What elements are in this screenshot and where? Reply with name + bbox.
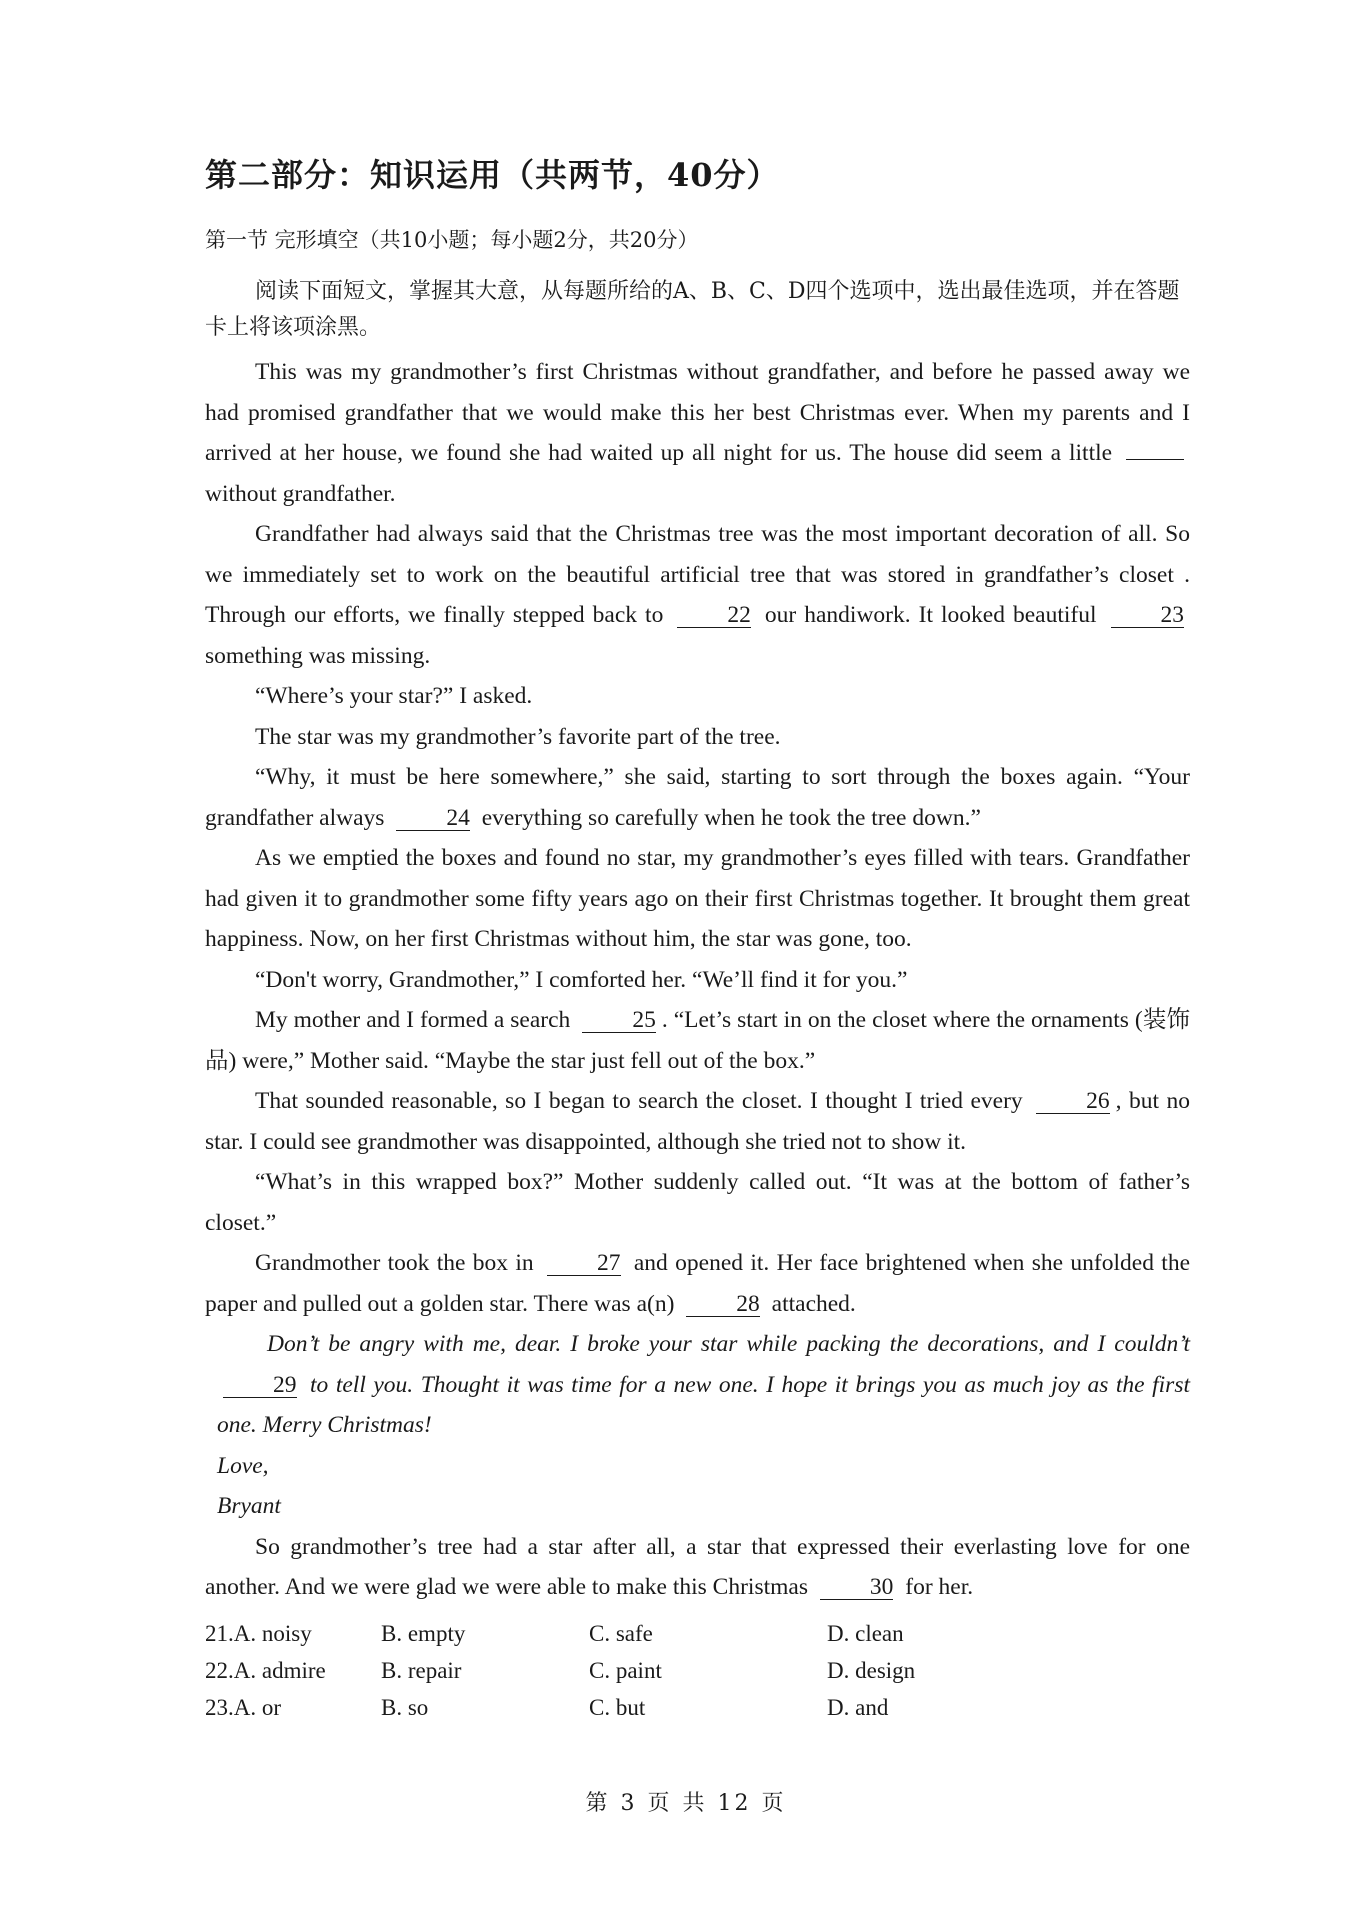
option-text: A. admire: [233, 1658, 326, 1683]
blank-24: 24: [396, 806, 470, 831]
option-d: D. design: [827, 1658, 916, 1683]
paragraph-text: , but no star. I could see grandmother was disappointed, although she tried not to show it.: [205, 1088, 1191, 1155]
paragraph-text: So grandmother’s tree had a star after all, a star that expressed their everlasting love for one another. And we were glad we were able to make this Christmas: [205, 1533, 1190, 1600]
blank-22: 22: [677, 603, 751, 628]
option-b: B. so: [381, 1695, 429, 1720]
passage-paragraph-7: “Don't worry, Grandmother,” I comforted her. “We’ll find it for you.”: [255, 966, 908, 993]
blank-30: 30: [820, 1575, 894, 1600]
option-a: [205, 1695, 381, 1721]
blank-23: 23: [1111, 603, 1185, 628]
question-number: 21.: [205, 1621, 234, 1646]
option-d: D. clean: [827, 1621, 904, 1646]
paragraph-text: “Why, it must be here somewhere,” she said, starting to sort through the boxes again. “Your grandfather always: [205, 764, 1190, 831]
blank-27: 27: [547, 1251, 621, 1276]
paragraph-text: without grandfather.: [205, 480, 396, 507]
subsection-title: 第一节 完形填空（共10小题；每小题2分，共20分）: [205, 228, 699, 252]
passage-paragraph-6: As we emptied the boxes and found no star, my grandmother’s eyes filled with tears. Grandfather had given it to grandmother some fifty years ago on their first Christmas together. It brought them great happiness. Now, on her first Christmas without him, the star was gone, too.: [205, 845, 1190, 952]
letter-text: Don’t be angry with me, dear. I broke your star while packing the decorations, and I couldn’t: [267, 1331, 1190, 1357]
option-c: C. but: [589, 1695, 646, 1720]
paragraph-text: This was my grandmother’s first Christmas without grandfather, and before he passed away we had promised grandfather that we would make this her best Christmas ever. When my parents and I arrived at her house, we found she had waited up all night for us. The house did seem a little: [205, 359, 1190, 466]
page-number-footer: 第 3 页 共 12 页: [585, 1791, 787, 1816]
option-c: C. safe: [589, 1621, 653, 1646]
answer-options: [205, 1616, 1190, 1727]
paragraph-text: our handiwork. It looked beautiful: [764, 602, 1097, 628]
passage-paragraph-1: [205, 352, 1190, 514]
paragraph-text: for her.: [905, 1574, 974, 1600]
passage-paragraph-10: “What’s in this wrapped box?” Mother suddenly called out. “It was at the bottom of father’s closet.”: [205, 1169, 1190, 1236]
blank-26: 26: [1036, 1089, 1110, 1114]
option-b: B. empty: [381, 1621, 466, 1646]
question-number: 23.: [205, 1695, 234, 1720]
blank-29: 29: [223, 1373, 297, 1398]
passage-paragraph-3: “Where’s your star?” I asked.: [255, 683, 533, 709]
passage-paragraph-4: The star was my grandmother’s favorite part of the tree.: [255, 723, 781, 750]
question-options-21: [205, 1616, 1190, 1653]
letter-signature: Bryant: [217, 1493, 281, 1519]
passage-paragraph-8: [205, 1000, 1190, 1081]
paragraph-text: . “Let’s start in on the closet where the ornaments (装饰品) were,” Mother said. “Maybe the star just fell out of the box.”: [205, 1007, 1191, 1074]
letter-closing: Love,: [217, 1452, 269, 1479]
blank-28: 28: [686, 1292, 760, 1317]
option-text: A. noisy: [233, 1621, 312, 1646]
paragraph-text: Grandmother took the box in: [255, 1250, 534, 1276]
instructions: 阅读下面短文，掌握其大意，从每题所给的A、B、C、D四个选项中，选出最佳选项，并在答题卡上将该项涂黑。: [205, 279, 1180, 340]
option-c: C. paint: [589, 1658, 662, 1683]
passage-paragraph-9: [205, 1081, 1190, 1162]
option-d: D. and: [827, 1695, 889, 1720]
paragraph-text: and opened it. Her face brightened when she unfolded the paper and pulled out a golden star. There was a(n): [205, 1250, 1190, 1317]
question-options-22: [205, 1653, 1190, 1690]
question-options-23: [205, 1690, 1190, 1727]
exam-page: [205, 150, 1190, 1727]
passage-paragraph-12: [205, 1527, 1190, 1608]
question-number: 22.: [205, 1658, 234, 1683]
option-text: A. or: [233, 1695, 282, 1720]
passage-paragraph-11: [205, 1243, 1190, 1324]
paragraph-text: My mother and I formed a search: [255, 1007, 571, 1033]
paragraph-text: something was missing.: [205, 642, 431, 669]
letter-body: [205, 1324, 1190, 1446]
paragraph-text: That sounded reasonable, so I began to search the closet. I thought I tried every: [255, 1088, 1023, 1114]
blank-21: [1126, 459, 1184, 460]
paragraph-text: Grandfather had always said that the Christmas tree was the most important decoration of all. So we immediately set to work on the beautiful artificial tree that was stored in grandfather’s closet . Through our efforts, we finally stepped back to: [205, 521, 1190, 628]
passage-paragraph-2: [205, 514, 1190, 676]
option-a: [205, 1658, 381, 1684]
passage-paragraph-5: [205, 757, 1190, 838]
paragraph-text: attached.: [771, 1290, 856, 1317]
option-a: [205, 1621, 381, 1647]
blank-25: 25: [582, 1008, 656, 1033]
section-title: 第二部分：知识运用（共两节，40分）: [205, 156, 780, 194]
paragraph-text: everything so carefully when he took the tree down.”: [481, 804, 981, 831]
letter-text: to tell you. Thought it was time for a new one. I hope it brings you as much joy as the first one. Merry Christmas!: [217, 1371, 1190, 1438]
option-b: B. repair: [381, 1658, 462, 1683]
